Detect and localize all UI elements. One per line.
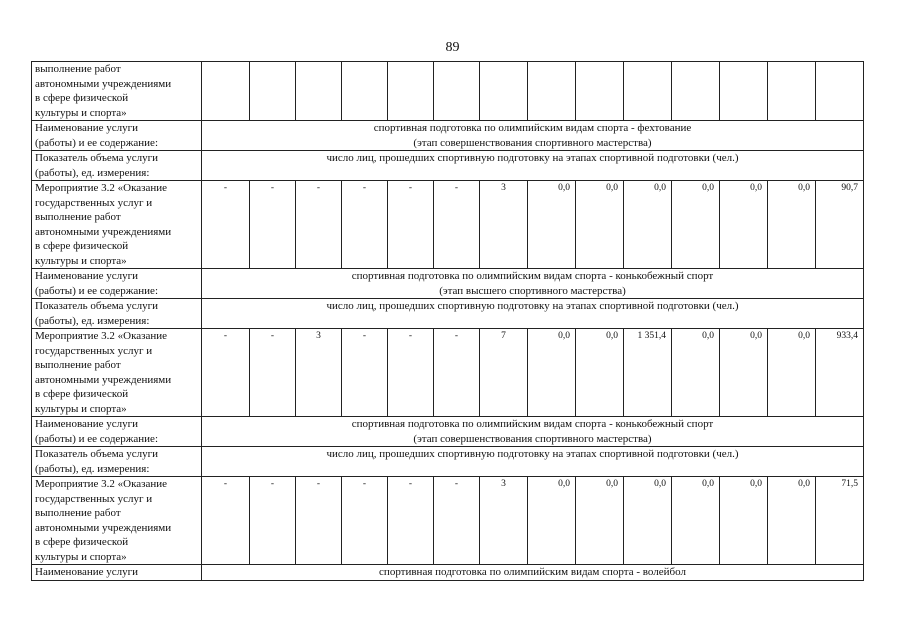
measure-title-cell: Мероприятие 3.2 «Оказание государственных услуг и выполнение работ автономными учреждениями в сфере физической культуры и спорта» <box>32 181 202 269</box>
value-cell: 3 <box>480 181 528 269</box>
table-row <box>32 299 864 329</box>
value-cell: 0,0 <box>672 477 720 565</box>
page-number: 89 <box>445 40 460 55</box>
value-cell: - <box>388 329 434 417</box>
value-cell: - <box>250 329 296 417</box>
service-label-cell: Наименование услуги <box>32 565 202 581</box>
indicator-text-cell: число лиц, прошедших спортивную подготовку на этапах спортивной подготовки (чел.) <box>202 447 864 477</box>
measure-title-cell: выполнение работ автономными учреждениями в сфере физической культуры и спорта» <box>32 62 202 121</box>
value-cell <box>296 62 342 121</box>
value-cell <box>768 62 816 121</box>
service-name-cell: спортивная подготовка по олимпийским видам спорта - фехтование (этап совершенствования спортивного мастерства) <box>202 121 864 151</box>
value-cell: 0,0 <box>576 181 624 269</box>
value-cell: 3 <box>480 477 528 565</box>
value-cell: 0,0 <box>576 329 624 417</box>
value-cell: 7 <box>480 329 528 417</box>
service-label-cell: Наименование услуги (работы) и ее содержание: <box>32 417 202 447</box>
value-cell: 0,0 <box>672 181 720 269</box>
value-cell <box>672 62 720 121</box>
value-cell: 1 351,4 <box>624 329 672 417</box>
value-cell <box>480 62 528 121</box>
indicator-label-cell: Показатель объема услуги (работы), ед. измерения: <box>32 299 202 329</box>
value-cell: 0,0 <box>720 329 768 417</box>
table-row <box>32 477 864 565</box>
table-row <box>32 181 864 269</box>
value-cell: 0,0 <box>576 477 624 565</box>
value-cell: - <box>434 477 480 565</box>
value-cell: - <box>388 477 434 565</box>
value-cell: - <box>202 477 250 565</box>
value-cell: 0,0 <box>720 181 768 269</box>
value-cell <box>720 62 768 121</box>
value-cell: - <box>202 181 250 269</box>
value-cell: 71,5 <box>816 477 864 565</box>
table-row <box>32 447 864 477</box>
service-name-cell: спортивная подготовка по олимпийским видам спорта - волейбол <box>202 565 864 581</box>
value-cell <box>250 62 296 121</box>
value-cell <box>388 62 434 121</box>
value-cell: 0,0 <box>528 477 576 565</box>
value-cell: 0,0 <box>624 477 672 565</box>
value-cell: 90,7 <box>816 181 864 269</box>
value-cell: 0,0 <box>624 181 672 269</box>
value-cell: - <box>342 181 388 269</box>
service-name-cell: спортивная подготовка по олимпийским видам спорта - конькобежный спорт (этап совершенствования спортивного мастерства) <box>202 417 864 447</box>
table-row <box>32 269 864 299</box>
value-cell: 933,4 <box>816 329 864 417</box>
value-cell <box>576 62 624 121</box>
value-cell: - <box>388 181 434 269</box>
table-row <box>32 151 864 181</box>
table-row <box>32 329 864 417</box>
value-cell <box>816 62 864 121</box>
value-cell: 0,0 <box>528 329 576 417</box>
measure-title-cell: Мероприятие 3.2 «Оказание государственных услуг и выполнение работ автономными учреждениями в сфере физической культуры и спорта» <box>32 477 202 565</box>
value-cell: 0,0 <box>768 329 816 417</box>
table-row <box>32 565 864 581</box>
value-cell <box>528 62 576 121</box>
indicator-label-cell: Показатель объема услуги (работы), ед. измерения: <box>32 151 202 181</box>
value-cell: 0,0 <box>720 477 768 565</box>
value-cell: - <box>434 181 480 269</box>
service-name-cell: спортивная подготовка по олимпийским видам спорта - конькобежный спорт (этап высшего спортивного мастерства) <box>202 269 864 299</box>
value-cell: - <box>250 477 296 565</box>
value-cell: - <box>296 477 342 565</box>
value-cell: - <box>434 329 480 417</box>
indicator-text-cell: число лиц, прошедших спортивную подготовку на этапах спортивной подготовки (чел.) <box>202 299 864 329</box>
value-cell: - <box>342 329 388 417</box>
value-cell <box>342 62 388 121</box>
value-cell: - <box>202 329 250 417</box>
indicator-label-cell: Показатель объема услуги (работы), ед. измерения: <box>32 447 202 477</box>
measure-title-cell: Мероприятие 3.2 «Оказание государственных услуг и выполнение работ автономными учреждениями в сфере физической культуры и спорта» <box>32 329 202 417</box>
value-cell: 3 <box>296 329 342 417</box>
budget-table <box>31 61 864 581</box>
table-row <box>32 417 864 447</box>
value-cell: - <box>342 477 388 565</box>
value-cell <box>624 62 672 121</box>
value-cell: - <box>250 181 296 269</box>
value-cell: 0,0 <box>672 329 720 417</box>
value-cell: 0,0 <box>528 181 576 269</box>
service-label-cell: Наименование услуги (работы) и ее содержание: <box>32 121 202 151</box>
value-cell <box>434 62 480 121</box>
value-cell: - <box>296 181 342 269</box>
value-cell <box>202 62 250 121</box>
value-cell: 0,0 <box>768 477 816 565</box>
table-row <box>32 121 864 151</box>
value-cell: 0,0 <box>768 181 816 269</box>
indicator-text-cell: число лиц, прошедших спортивную подготовку на этапах спортивной подготовки (чел.) <box>202 151 864 181</box>
table-row <box>32 62 864 121</box>
service-label-cell: Наименование услуги (работы) и ее содержание: <box>32 269 202 299</box>
